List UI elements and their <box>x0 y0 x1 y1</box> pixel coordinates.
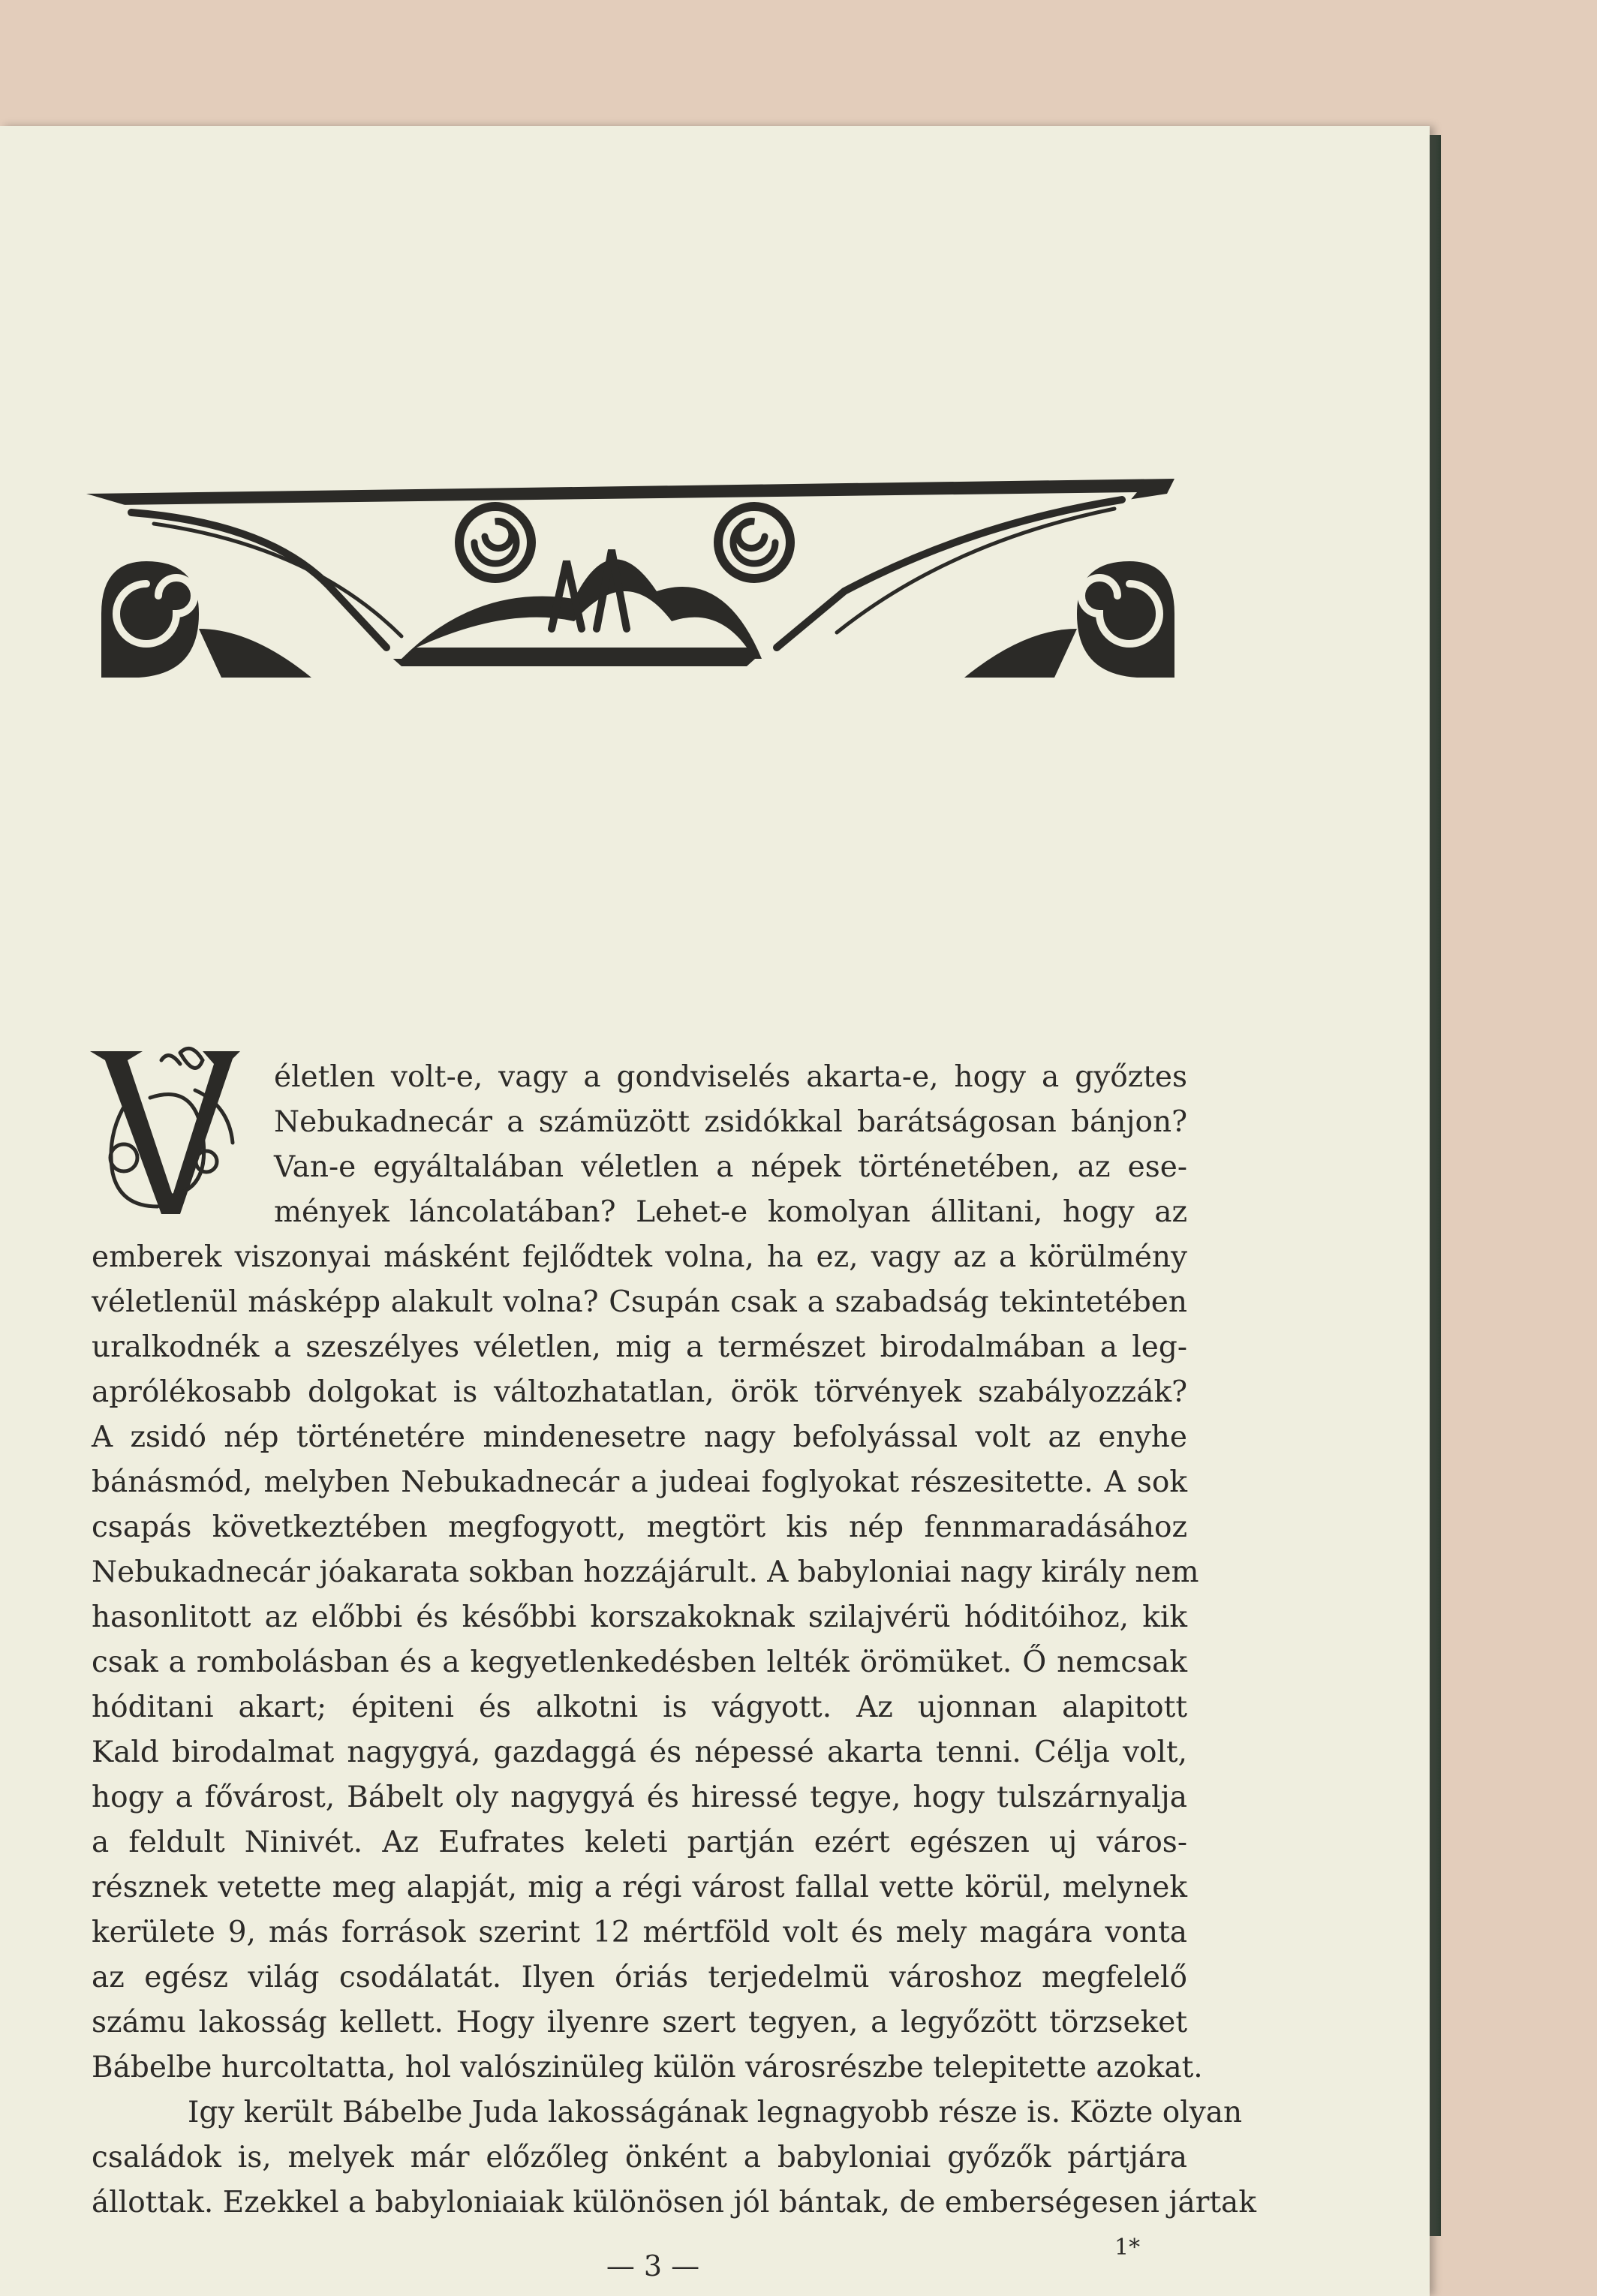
text-line: hogy a fővárost, Bábelt oly nagygyá és hiressé tegye, hogy tulszárnyalja <box>92 1781 1187 1814</box>
text-line: aprólékosabb dolgokat is változhatatlan, örök törvények szabályozzák? <box>92 1375 1187 1409</box>
text-line: kerülete 9, más források szerint 12 mértföld volt és mely magára vonta <box>92 1916 1187 1949</box>
text-line: életlen volt-e, vagy a gondviselés akarta-e, hogy a győztes <box>274 1060 1187 1094</box>
text-line: állottak. Ezekkel a babyloniaiak különösen jól bántak, de emberségesen jártak <box>92 2186 1256 2219</box>
text-line: emberek viszonyai másként fejlődtek volna, ha ez, vagy az a körülmény <box>92 1240 1187 1274</box>
text-line: mények láncolatában? Lehet-e komolyan állitani, hogy az <box>274 1195 1187 1229</box>
text-line: Van-e egyáltalában véletlen a népek történetében, az ese- <box>274 1150 1187 1184</box>
text-line: Kald birodalmat nagygyá, gazdaggá és népessé akarta tenni. Célja volt, <box>92 1736 1187 1769</box>
text-line: Nebukadnecár jóakarata sokban hozzájárult. A babyloniai nagy király nem <box>92 1555 1199 1589</box>
book-page <box>0 126 1430 2296</box>
text-line: bánásmód, melyben Nebukadnecár a judeai foglyokat részesitette. A sok <box>92 1465 1187 1499</box>
text-line: A zsidó nép történetére mindenesetre nagy befolyással volt az enyhe <box>92 1420 1187 1454</box>
decorative-initial-v <box>90 1045 240 1218</box>
signature-mark: 1* <box>1114 2234 1141 2261</box>
text-line: Igy került Bábelbe Juda lakosságának legnagyobb része is. Közte olyan <box>188 2096 1243 2129</box>
text-line: családok is, melyek már előzőleg önként a babyloniai győzők pártjára <box>92 2141 1187 2174</box>
text-line: véletlenül másképp alakult volna? Csupán csak a szabadság tekintetében <box>92 1285 1187 1319</box>
page-number: — 3 — <box>606 2249 700 2282</box>
text-line: résznek vetette meg alapját, mig a régi várost fallal vette körül, melynek <box>92 1871 1187 1904</box>
text-line: Bábelbe hurcoltatta, hol valószinüleg külön városrészbe telepitette azokat. <box>92 2051 1203 2084</box>
text-line: hasonlitott az előbbi és későbbi korszakoknak szilajvérü hóditóihoz, kik <box>92 1600 1187 1634</box>
text-line: a feldult Ninivét. Az Eufrates keleti partján ezért egészen uj város- <box>92 1826 1187 1859</box>
text-line: csak a rombolásban és a kegyetlenkedésben lelték örömüket. Ő nemcsak <box>92 1645 1187 1679</box>
text-line: számu lakosság kellett. Hogy ilyenre szert tegyen, a legyőzött törzseket <box>92 2006 1187 2039</box>
text-line: hóditani akart; épiteni és alkotni is vágyott. Az ujonnan alapitott <box>92 1690 1187 1724</box>
text-line: Nebukadnecár a számüzött zsidókkal barátságosan bánjon? <box>274 1105 1187 1139</box>
text-line: az egész világ csodálatát. Ilyen óriás terjedelmü városhoz megfelelő <box>92 1961 1187 1994</box>
headpiece-ornament <box>86 479 1174 681</box>
text-line: csapás következtében megfogyott, megtört kis nép fennmaradásához <box>92 1510 1187 1544</box>
text-line: uralkodnék a szeszélyes véletlen, mig a természet birodalmában a leg- <box>92 1330 1187 1364</box>
